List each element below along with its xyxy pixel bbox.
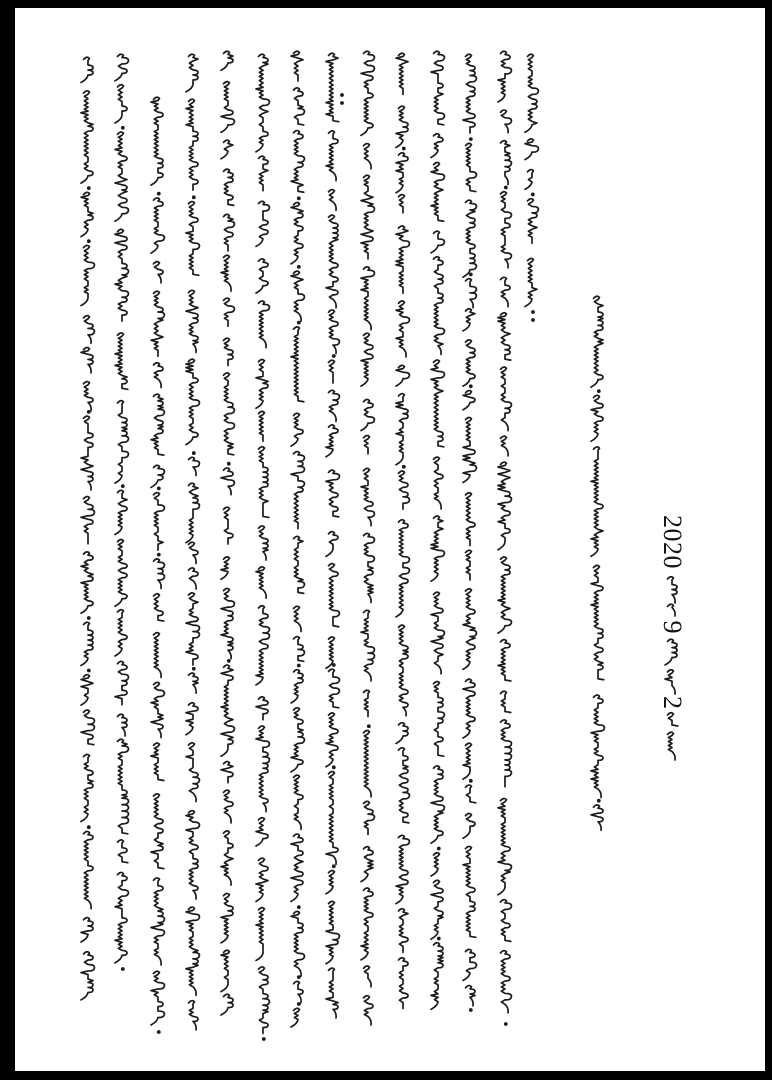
text-column xyxy=(115,54,128,971)
text-column xyxy=(326,53,344,1018)
text-column xyxy=(221,51,234,1015)
date-column-script xyxy=(665,577,678,760)
text-column xyxy=(525,54,538,322)
text-column xyxy=(463,54,476,1012)
text-column xyxy=(498,51,511,1026)
date-digits: 2 xyxy=(658,696,687,710)
date-digits: 2020 xyxy=(658,515,687,569)
date-digits: 9 xyxy=(658,620,687,634)
text-column xyxy=(361,51,374,1025)
text-column xyxy=(256,54,269,1041)
text-column xyxy=(396,53,409,1008)
text-column xyxy=(186,54,199,1030)
text-column xyxy=(291,51,304,1027)
text-column xyxy=(431,51,444,1009)
signature-column xyxy=(591,296,604,830)
text-column xyxy=(151,97,164,1034)
text-column xyxy=(81,57,94,1000)
